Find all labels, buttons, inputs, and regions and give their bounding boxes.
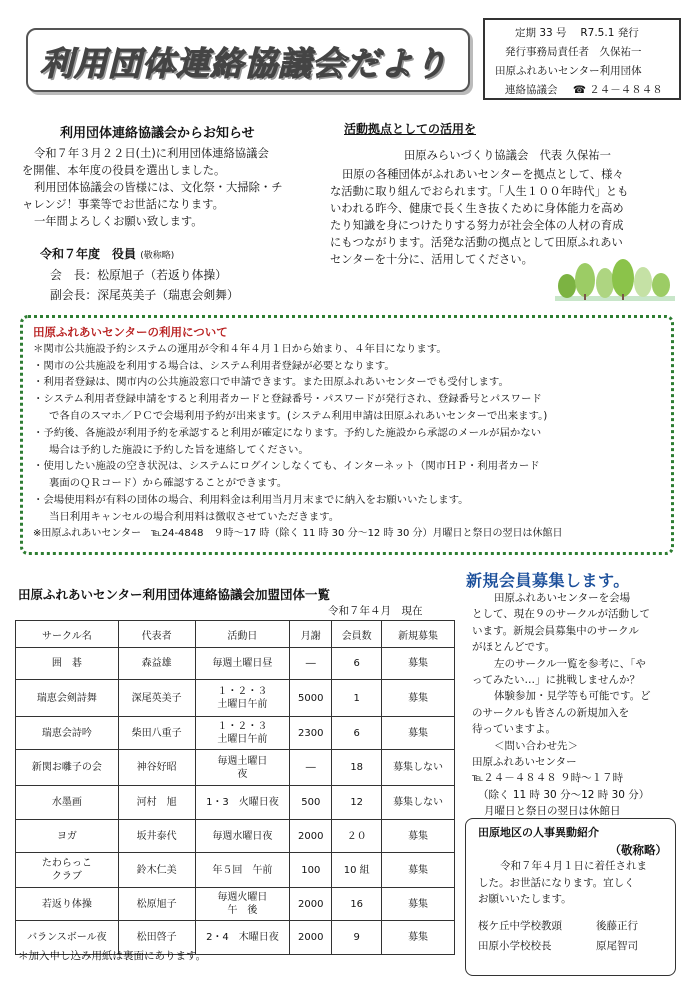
recruit-line: ってみたい…」に挑戦しませんか？ — [472, 674, 640, 687]
table-cell: たわらっこ クラブ — [16, 853, 119, 888]
notice-line: を開催、本年度の役員を選出しました。 — [22, 164, 226, 177]
table-cell: 毎週土曜日昼 — [195, 648, 290, 680]
table-cell: 毎週火曜日 午 後 — [195, 888, 290, 921]
usage-line: ・システム利用者登録申請をすると利用者カードと登録番号・パスワードが発行され、登録番号とパスワード — [33, 393, 542, 406]
table-cell: 16 — [332, 888, 382, 921]
recruit-line: 田原ふれあいセンター — [472, 756, 577, 769]
article-author: 田原みらいづくり協議会 代表 久保祐一 — [404, 149, 611, 162]
table-cell: 2000 — [290, 888, 332, 921]
table-cell: 募集 — [382, 680, 455, 717]
personnel-person — [478, 938, 667, 955]
officers-note: (敬称略) — [140, 251, 175, 261]
groups-table — [15, 620, 455, 955]
table-cell: 10 組 — [332, 853, 382, 888]
org-line-2 — [485, 81, 679, 100]
notice-line: ャレンジ！事業等でお世話になります。 — [22, 198, 224, 211]
table-cell: 募集 — [382, 717, 455, 750]
article-line: な活動に取り組んでおられます。「人生１００年時代」とも — [330, 185, 629, 198]
recruit-line: 待っていますよ。 — [472, 723, 556, 736]
table-cell: 神谷好昭 — [118, 750, 195, 786]
article-line: センターを十分に、活用してください。 — [330, 253, 533, 266]
table-cell: 坂井泰代 — [118, 820, 195, 853]
table-cell: 募集 — [382, 648, 455, 680]
org-name-2: 連絡協議会 — [505, 84, 558, 96]
officers-list — [50, 265, 239, 305]
usage-contact: ※田原ふれあいセンター ℡24-4848 ９時～17 時（除く 11 時 30 分～12 時 30 分）月曜日と祭日の翌日は休館日 — [33, 527, 563, 539]
officer-chair: 会 長：松原旭子（若返り体操） — [50, 268, 227, 282]
table-cell: 毎週土曜日 夜 — [195, 750, 290, 786]
personnel-heading: 田原地区の人事異動紹介 — [478, 826, 599, 839]
table-cell: １・２・３ 土曜日午前 — [195, 717, 290, 750]
usage-line: ・予約後、各施設が利用予約を承認すると利用が確定になります。予約した施設から承認のメールが届かない — [33, 426, 542, 439]
table-cell: 囲 碁 — [16, 648, 119, 680]
officer-vice: 副会長：深尾英美子（瑞恵会剣舞） — [50, 288, 239, 302]
recruit-line: ＜問い合わせ先＞ — [494, 739, 578, 752]
table-cell: 森益雄 — [118, 648, 195, 680]
table-row — [16, 853, 455, 888]
table-cell: 2000 — [290, 820, 332, 853]
usage-line: ・会場使用料が有料の団体の場合、利用料金は利用当月月末までに納入をお願いいたします。 — [33, 493, 469, 506]
table-row — [16, 717, 455, 750]
person-name: 後藤正行 — [596, 919, 638, 932]
recruit-line: として、現在９のサークルが活動して — [472, 608, 650, 621]
table-cell: ― — [290, 750, 332, 786]
column-header: 代表者 — [118, 621, 195, 648]
table-cell: 鈴木仁美 — [118, 853, 195, 888]
table-row — [16, 786, 455, 820]
newsletter-title: 利用団体連絡協議会だより — [40, 44, 448, 83]
table-row — [16, 820, 455, 853]
table-cell: 瑞恵会詩吟 — [16, 717, 119, 750]
usage-line: 裏面のＱＲコード）から確認することができます。 — [49, 477, 288, 490]
table-cell: 18 — [332, 750, 382, 786]
groups-title: 田原ふれあいセンター利用団体連絡協議会加盟団体一覧 — [18, 587, 331, 602]
recruit-line: 体験参加・見学等も可能です。ど — [494, 690, 651, 703]
recruit-line: （除く 11 時 30 分～12 時 30 分） — [478, 788, 650, 801]
table-cell: 募集 — [382, 820, 455, 853]
personnel-line: お願いいたします。 — [478, 893, 572, 905]
column-header: 会員数 — [332, 621, 382, 648]
phone-number: ☎ ２４－４８４８ — [572, 84, 663, 96]
personnel-line: した。お世話になります。宜しく — [478, 876, 635, 889]
table-cell: ― — [290, 648, 332, 680]
personnel-note: （敬称略） — [609, 842, 667, 857]
column-header: サークル名 — [16, 621, 119, 648]
table-cell: 瑞恵会剣詩舞 — [16, 680, 119, 717]
recruit-line: います。新規会員募集中のサークル — [472, 624, 639, 637]
groups-footnote: ＊加入申し込み用紙は裏面にあります。 — [18, 950, 207, 962]
table-cell: 500 — [290, 786, 332, 820]
recruit-line: のサークルも皆さんの新規加入を — [472, 706, 630, 719]
person-name: 原尾智司 — [596, 940, 638, 952]
usage-line: ・使用したい施設の空き状況は、システムにログインしなくても、インターネット（関市ＨＰ・利用者カード — [33, 460, 540, 473]
table-cell: 深尾英美子 — [118, 680, 195, 717]
usage-line: ＊関市公共施設予約システムの運用が令和４年４月１日から始まり、４年目になります。 — [33, 342, 447, 355]
table-cell: 水墨画 — [16, 786, 119, 820]
usage-line: ・関市の公共施設を利用する場合は、システム利用者登録が必要となります。 — [33, 359, 395, 372]
table-cell: 毎週水曜日夜 — [195, 820, 290, 853]
table-row — [16, 750, 455, 786]
table-cell: 募集 — [382, 921, 455, 955]
table-cell: ２０ — [332, 820, 382, 853]
table-row — [16, 648, 455, 680]
table-row — [16, 680, 455, 717]
officers-heading-text: 令和７年度 役員 — [40, 247, 137, 261]
table-cell: 100 — [290, 853, 332, 888]
table-cell: 1 — [332, 680, 382, 717]
table-cell: 6 — [332, 648, 382, 680]
personnel-box — [465, 818, 676, 976]
table-cell: 河村 旭 — [118, 786, 195, 820]
article-body — [330, 166, 675, 268]
recruit-line: ℡２４－４８４８ ９時～１７時 — [472, 772, 624, 785]
usage-title: 田原ふれあいセンターの利用について — [33, 325, 228, 339]
usage-line: ・利用者登録は、関市内の公共施設窓口で申請できます。また田原ふれあいセンターでも受付します。 — [33, 376, 509, 389]
usage-line: 場合は予約した施設に予約した旨を連絡してください。 — [49, 443, 309, 456]
recruit-line: 田原ふれあいセンターを会場 — [494, 592, 631, 604]
usage-line: 当日利用キャンセルの場合利用料は徴収させていただきます。 — [49, 510, 340, 523]
table-cell: 松原旭子 — [118, 888, 195, 921]
column-header: 新規募集 — [382, 621, 455, 648]
usage-line: で各自のスマホ／ＰＣで会場利用予約が出来ます。(システム利用申請は田原ふれあいセンターで出来ます。) — [49, 409, 548, 422]
groups-as-of: 令和７年４月 現在 — [328, 605, 423, 617]
table-cell: バランスボール夜 — [16, 921, 119, 955]
column-header: 月謝 — [290, 621, 332, 648]
issue-line: 定期 33 号 R7.5.1 発行 — [515, 27, 639, 39]
table-cell: 松田啓子 — [118, 921, 195, 955]
notice-line: 一年間よろしくお願い致します。 — [34, 215, 203, 228]
trees-illustration — [555, 258, 675, 303]
table-cell: 若返り体操 — [16, 888, 119, 921]
recruit-line: 月曜日と祭日の翌日は休館日 — [484, 805, 621, 818]
table-cell: 募集 — [382, 853, 455, 888]
person-school: 田原小学校校長 — [478, 940, 552, 952]
personnel-line: 令和７年４月１日に着任されま — [500, 860, 647, 872]
notice-line: 令和７年３月２２日(土)に利用団体連絡協議会 — [34, 147, 269, 160]
table-cell: 2・4 木曜日夜 — [195, 921, 290, 955]
table-cell: 2300 — [290, 717, 332, 750]
table-header-row — [16, 621, 455, 648]
notice-line: 利用団体協議会の皆様には、文化祭・大掃除・チ — [34, 181, 283, 194]
table-cell: 9 — [332, 921, 382, 955]
issue-info-box — [483, 18, 681, 100]
table-cell: 1・3 火曜日夜 — [195, 786, 290, 820]
person-school: 桜ケ丘中学校教頭 — [478, 919, 562, 932]
table-cell: 年５回 午前 — [195, 853, 290, 888]
notice-heading: 利用団体連絡協議会からお知らせ — [60, 126, 255, 141]
publisher: 発行事務局責任者 久保祐一 — [505, 46, 642, 58]
officers-heading — [40, 245, 174, 262]
usage-notice-box — [20, 315, 674, 555]
article-line: いわれる昨今、健康で長く生き抜くために身体能力を高め — [330, 202, 624, 215]
notice-body — [22, 145, 332, 230]
article-heading: 活動拠点としての活用を — [344, 122, 477, 136]
table-cell: 募集 — [382, 888, 455, 921]
table-cell: ヨガ — [16, 820, 119, 853]
table-cell: １・２・３ 土曜日午前 — [195, 680, 290, 717]
recruit-line: がほとんどです。 — [472, 641, 556, 654]
column-header: 活動日 — [195, 621, 290, 648]
table-cell: 12 — [332, 786, 382, 820]
table-row — [16, 888, 455, 921]
recruit-line: 左のサークル一覧を参考に、「や — [494, 657, 646, 670]
recruit-body — [472, 590, 682, 820]
table-cell: 2000 — [290, 921, 332, 955]
article-line: にもつながります。活発な活動の拠点として田原ふれあい — [330, 236, 623, 249]
table-cell: 6 — [332, 717, 382, 750]
personnel-person — [478, 918, 667, 935]
table-cell: 募集しない — [382, 750, 455, 786]
table-cell: 募集しない — [382, 786, 455, 820]
table-cell: 柴田八重子 — [118, 717, 195, 750]
table-cell: 新関お囃子の会 — [16, 750, 119, 786]
article-line: 田原の各種団体がふれあいセンターを拠点として、様々 — [342, 168, 624, 181]
recruit-heading: 新規会員募集します。 — [466, 571, 630, 590]
org-name-1: 田原ふれあいセンター利用団体 — [495, 65, 642, 77]
article-line: たり知識を身につけたりする努力が社会全体の人材の育成 — [330, 219, 624, 232]
table-cell: 5000 — [290, 680, 332, 717]
